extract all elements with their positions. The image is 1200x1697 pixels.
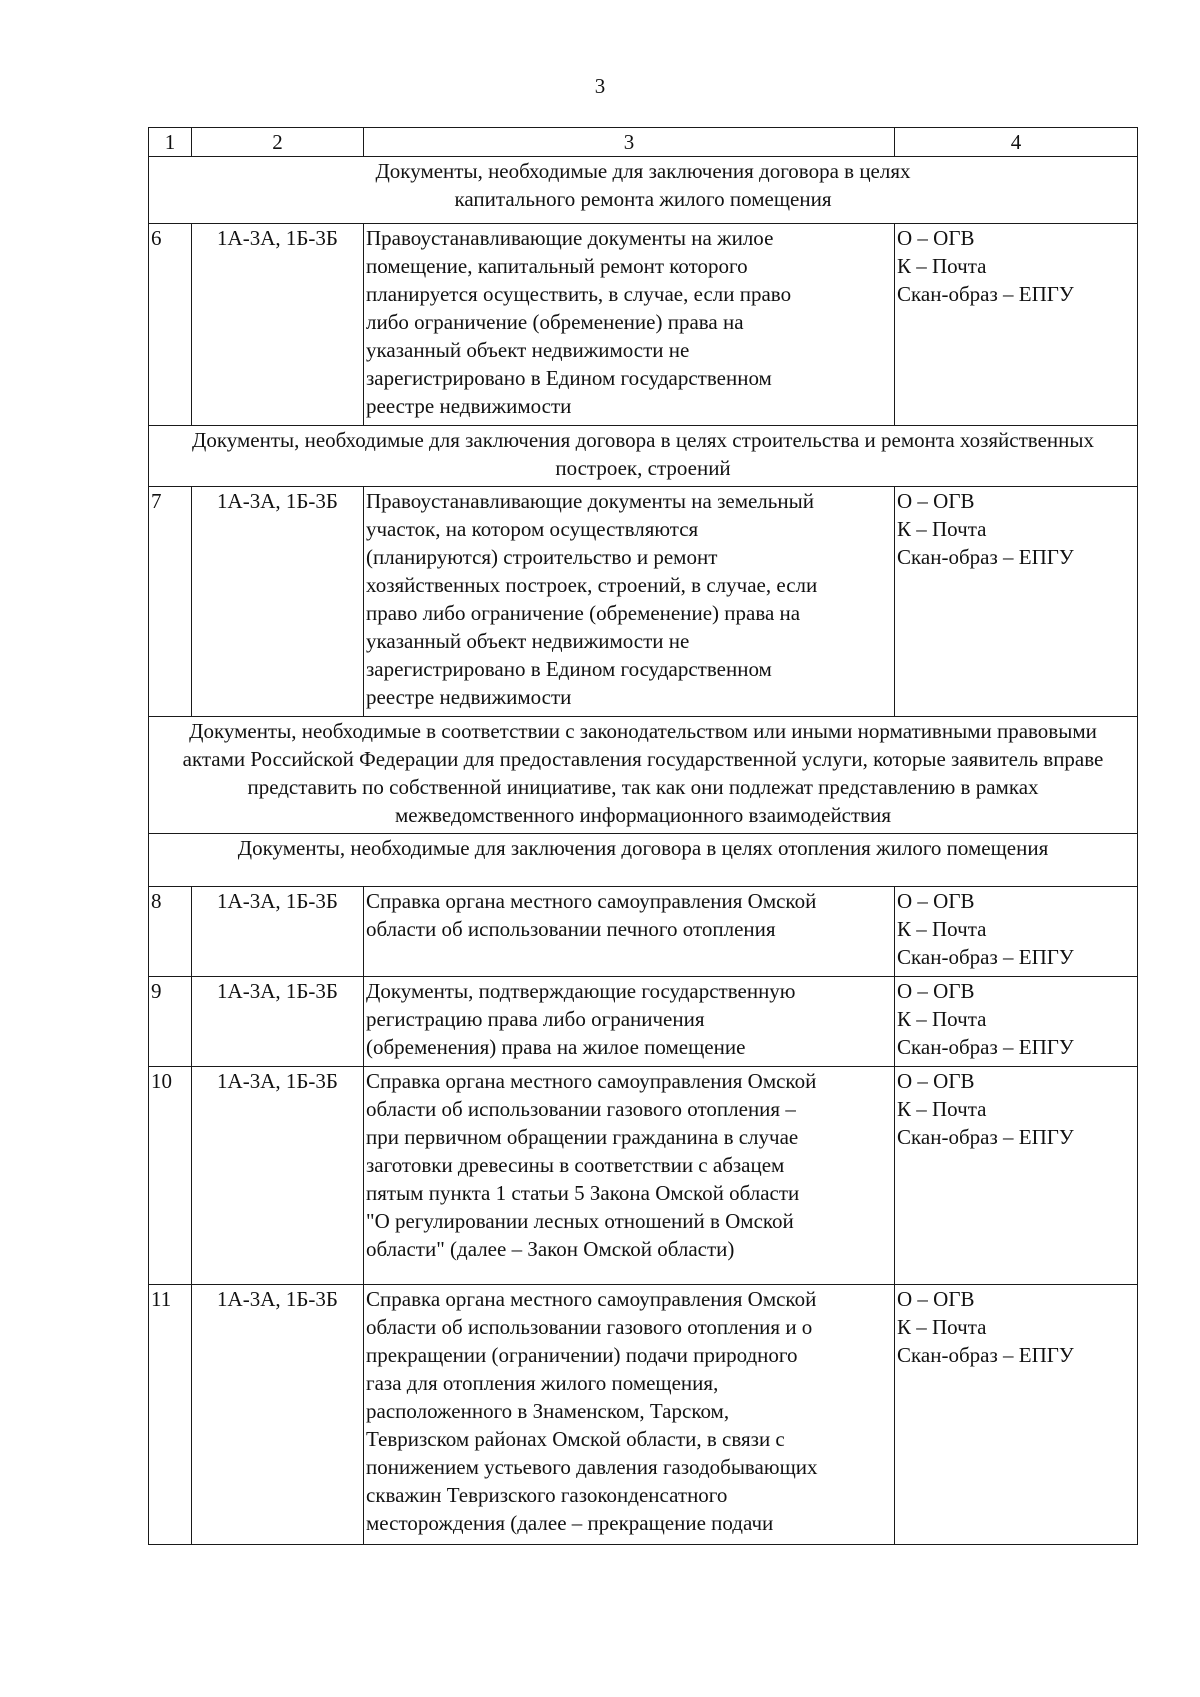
table-row-7 [149, 487, 1138, 717]
description-line: либо ограничение (обременение) права на [366, 310, 744, 334]
description-line: зарегистрировано в Едином государственном [366, 366, 772, 390]
section-row [149, 426, 1138, 487]
page-number: 3 [594, 74, 606, 98]
description-line: планируется осуществить, в случае, если право [366, 282, 792, 306]
source-line: К – Почта [897, 1315, 987, 1339]
source-line: К – Почта [897, 517, 987, 541]
description-line: указанный объект недвижимости не [366, 629, 690, 653]
applicant-codes: 1А-3А, 1Б-3Б [192, 887, 364, 977]
description-line: (обременения) права на жилое помещение [366, 1035, 746, 1059]
row-number: 8 [149, 887, 192, 977]
documents-table [148, 127, 1138, 1545]
source-line: К – Почта [897, 1007, 987, 1031]
header-cell-3: 3 [364, 128, 895, 157]
submission-methods [895, 1067, 1138, 1285]
description-line: Справка органа местного самоуправления Омской [366, 1287, 817, 1311]
description-line: области об использовании газового отопления – [366, 1097, 796, 1121]
source-line: Скан-образ – ЕПГУ [897, 945, 1074, 969]
description-line: Справка органа местного самоуправления Омской [366, 889, 817, 913]
section-heading-capital-repair: Документы, необходимые для заключения договора в целях капитального ремонта жилого помещения [149, 157, 1138, 224]
description-line: Тевризском районах Омской области, в связи с [366, 1427, 785, 1451]
source-line: Скан-образ – ЕПГУ [897, 1035, 1074, 1059]
description-line: области" (далее – Закон Омской области) [366, 1237, 735, 1261]
description-line: реестре недвижимости [366, 394, 572, 418]
description-line: Справка органа местного самоуправления Омской [366, 1069, 817, 1093]
row-number: 11 [149, 1285, 192, 1545]
document-description [364, 487, 895, 717]
description-line: хозяйственных построек, строений, в случае, если [366, 573, 818, 597]
source-line: К – Почта [897, 917, 987, 941]
source-line: Скан-образ – ЕПГУ [897, 1125, 1074, 1149]
row-number: 7 [149, 487, 192, 717]
header-cell-1: 1 [149, 128, 192, 157]
table-row-6 [149, 224, 1138, 426]
description-line: понижением устьевого давления газодобывающих [366, 1455, 818, 1479]
section-heading-interagency-documents: Документы, необходимые в соответствии с законодательством или иными нормативными правовыми актами Российской Федерации для предоставления государственной услуги, которые заявитель вправе представить по собственной инициативе, так как они подлежат представлению в рамках межведомственного информационного взаимодействия [149, 717, 1138, 834]
description-line: при первичном обращении гражданина в случае [366, 1125, 799, 1149]
source-line: К – Почта [897, 1097, 987, 1121]
description-line: регистрацию права либо ограничения [366, 1007, 705, 1031]
header-cell-2: 2 [192, 128, 364, 157]
description-line: прекращении (ограничении) подачи природного [366, 1343, 798, 1367]
section-heading-outbuildings: Документы, необходимые для заключения договора в целях строительства и ремонта хозяйственных построек, строений [149, 426, 1138, 487]
applicant-codes: 1А-3А, 1Б-3Б [192, 1067, 364, 1285]
description-line: области об использовании печного отопления [366, 917, 776, 941]
applicant-codes: 1А-3А, 1Б-3Б [192, 1285, 364, 1545]
description-line: скважин Тевризского газоконденсатного [366, 1483, 728, 1507]
section-row [149, 157, 1138, 224]
source-line: О – ОГВ [897, 889, 975, 913]
source-line: О – ОГВ [897, 226, 975, 250]
source-line: К – Почта [897, 254, 987, 278]
table-row-8 [149, 887, 1138, 977]
description-line: зарегистрировано в Едином государственном [366, 657, 772, 681]
description-line: право либо ограничение (обременение) права на [366, 601, 801, 625]
table-row-10 [149, 1067, 1138, 1285]
submission-methods [895, 487, 1138, 717]
source-line: О – ОГВ [897, 979, 975, 1003]
section-row [149, 834, 1138, 887]
description-line: участок, на котором осуществляются [366, 517, 699, 541]
applicant-codes: 1А-3А, 1Б-3Б [192, 487, 364, 717]
document-description [364, 1067, 895, 1285]
document-description [364, 977, 895, 1067]
source-line: О – ОГВ [897, 1287, 975, 1311]
source-line: О – ОГВ [897, 1069, 975, 1093]
header-row [149, 128, 1138, 157]
description-line: Правоустанавливающие документы на жилое [366, 226, 774, 250]
submission-methods [895, 887, 1138, 977]
description-line: Документы, подтверждающие государственную [366, 979, 796, 1003]
description-line: "О регулировании лесных отношений в Омской [366, 1209, 794, 1233]
source-line: Скан-образ – ЕПГУ [897, 545, 1074, 569]
description-line: Правоустанавливающие документы на земельный [366, 489, 814, 513]
table-row-11 [149, 1285, 1138, 1545]
section-row [149, 717, 1138, 834]
description-line: области об использовании газового отопления и о [366, 1315, 813, 1339]
submission-methods [895, 1285, 1138, 1545]
description-line: пятым пункта 1 статьи 5 Закона Омской области [366, 1181, 800, 1205]
submission-methods [895, 977, 1138, 1067]
description-line: расположенного в Знаменском, Тарском, [366, 1399, 730, 1423]
section-heading-heating: Документы, необходимые для заключения договора в целях отопления жилого помещения [149, 834, 1138, 887]
row-number: 10 [149, 1067, 192, 1285]
document-description [364, 887, 895, 977]
description-line: (планируются) строительство и ремонт [366, 545, 718, 569]
row-number: 6 [149, 224, 192, 426]
applicant-codes: 1А-3А, 1Б-3Б [192, 224, 364, 426]
header-cell-4: 4 [895, 128, 1138, 157]
table-row-9 [149, 977, 1138, 1067]
document-description [364, 1285, 895, 1545]
description-line: месторождения (далее – прекращение подачи [366, 1511, 774, 1535]
submission-methods [895, 224, 1138, 426]
source-line: Скан-образ – ЕПГУ [897, 282, 1074, 306]
row-number: 9 [149, 977, 192, 1067]
source-line: Скан-образ – ЕПГУ [897, 1343, 1074, 1367]
source-line: О – ОГВ [897, 489, 975, 513]
applicant-codes: 1А-3А, 1Б-3Б [192, 977, 364, 1067]
document-description [364, 224, 895, 426]
description-line: помещение, капитальный ремонт которого [366, 254, 748, 278]
description-line: реестре недвижимости [366, 685, 572, 709]
description-line: заготовки древесины в соответствии с абзацем [366, 1153, 785, 1177]
description-line: газа для отопления жилого помещения, [366, 1371, 719, 1395]
description-line: указанный объект недвижимости не [366, 338, 690, 362]
